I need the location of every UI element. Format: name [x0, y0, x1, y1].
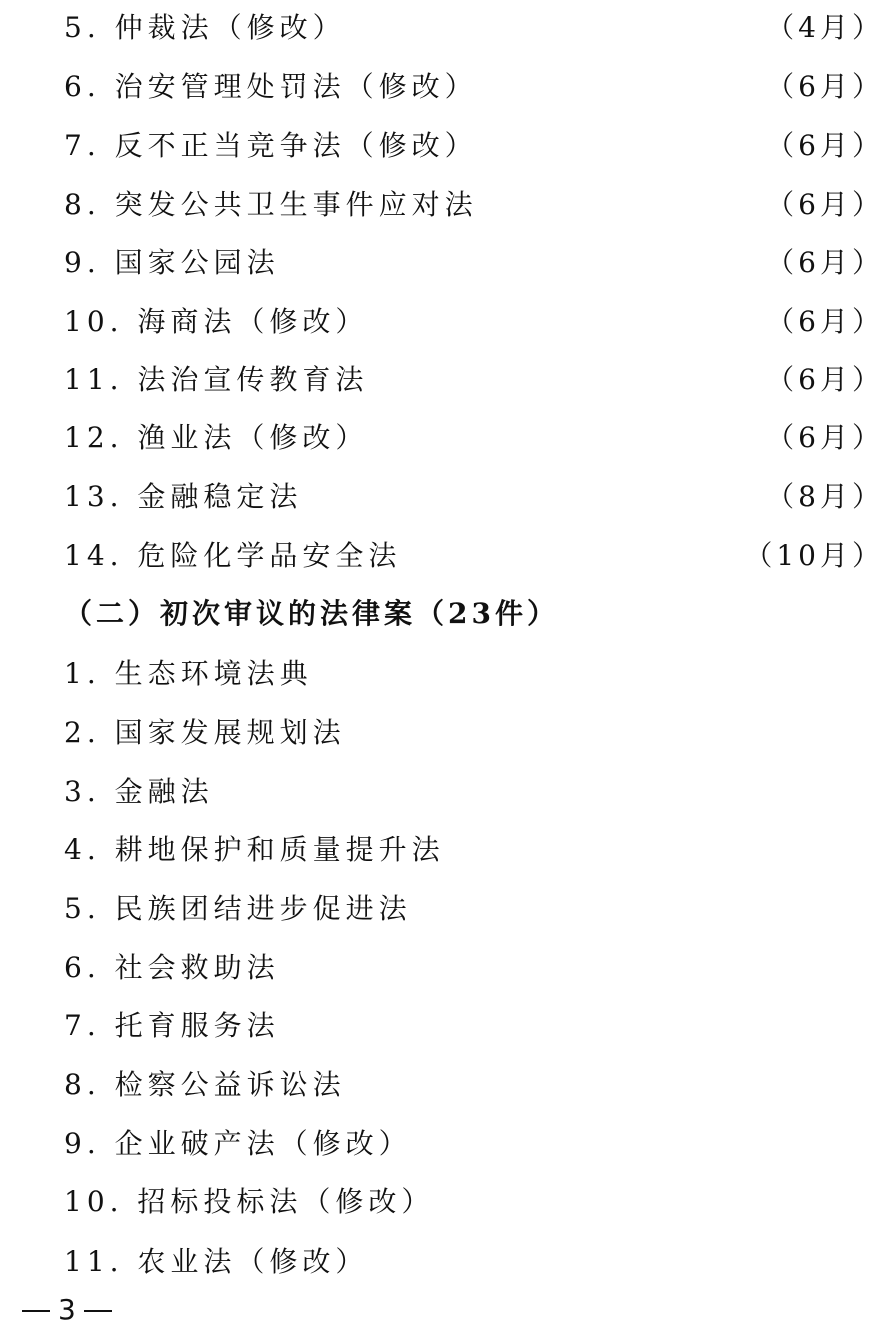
page-number-dash-right [84, 1310, 112, 1312]
law-item-month: （4月） [766, 11, 884, 44]
law-item-name: 12. 渔业法（修改） [64, 421, 369, 454]
law-item-name: 10. 招标投标法（修改） [64, 1185, 435, 1218]
law-item [0, 652, 896, 696]
law-item [0, 358, 896, 402]
law-item [0, 534, 896, 578]
law-item [0, 65, 896, 109]
law-item-name: 5. 民族团结进步促进法 [64, 892, 412, 925]
law-item [0, 946, 896, 990]
law-item [0, 416, 896, 460]
law-item-name: 11. 法治宣传教育法 [64, 363, 369, 396]
law-item-name: 8. 检察公益诉讼法 [64, 1068, 346, 1101]
law-item [0, 1063, 896, 1107]
law-item-month: （10月） [744, 539, 884, 572]
law-item [0, 887, 896, 931]
law-item-name: 11. 农业法（修改） [64, 1245, 369, 1278]
law-item [0, 124, 896, 168]
law-item-name: 14. 危险化学品安全法 [64, 539, 402, 572]
law-item [0, 770, 896, 814]
law-item [0, 6, 896, 50]
law-item [0, 711, 896, 755]
law-item [0, 1180, 896, 1224]
law-item-month: （6月） [766, 70, 884, 103]
law-item-month: （8月） [766, 480, 884, 513]
law-item-name: 6. 治安管理处罚法（修改） [64, 70, 478, 103]
law-item-name: 7. 反不正当竞争法（修改） [64, 129, 478, 162]
law-item-name: 10. 海商法（修改） [64, 305, 369, 338]
law-item-month: （6月） [766, 246, 884, 279]
law-item-name: 6. 社会救助法 [64, 951, 280, 984]
law-item [0, 183, 896, 227]
law-item-name: 8. 突发公共卫生事件应对法 [64, 188, 478, 221]
law-item [0, 828, 896, 872]
law-item-name: 1. 生态环境法典 [64, 657, 313, 690]
law-item [0, 241, 896, 285]
law-item [0, 475, 896, 519]
page-number [14, 1290, 120, 1330]
law-item-month: （6月） [766, 305, 884, 338]
law-item-name: 3. 金融法 [64, 775, 214, 808]
law-item-name: 5. 仲裁法（修改） [64, 11, 346, 44]
law-item-name: 4. 耕地保护和质量提升法 [64, 833, 445, 866]
law-item-name: 7. 托育服务法 [64, 1009, 280, 1042]
law-item-name: 2. 国家发展规划法 [64, 716, 346, 749]
section-heading: （二）初次审议的法律案（23件） [64, 597, 559, 630]
page-number-value: 3 [58, 1293, 76, 1326]
law-item-name: 9. 企业破产法（修改） [64, 1127, 412, 1160]
law-item [0, 300, 896, 344]
law-item [0, 1240, 896, 1284]
law-item-month: （6月） [766, 363, 884, 396]
law-item-name: 13. 金融稳定法 [64, 480, 303, 513]
law-item-name: 9. 国家公园法 [64, 246, 280, 279]
law-item [0, 1004, 896, 1048]
law-item-month: （6月） [766, 129, 884, 162]
law-item-month: （6月） [766, 421, 884, 454]
law-item [0, 1122, 896, 1166]
page-number-dash-left [22, 1310, 50, 1312]
law-item-month: （6月） [766, 188, 884, 221]
